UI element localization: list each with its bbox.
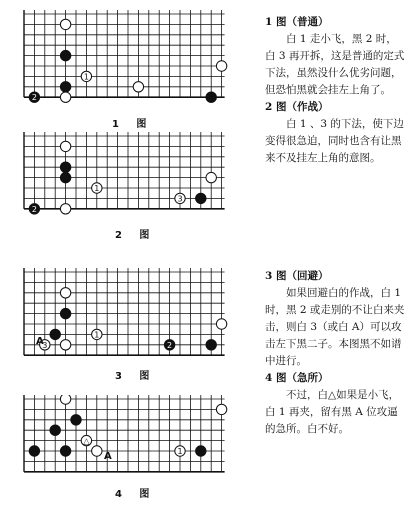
black-stone (29, 446, 39, 456)
board-2-grid (22, 132, 230, 222)
white-stone (216, 404, 226, 414)
white-stone (81, 71, 91, 81)
white-stone (60, 19, 70, 29)
stone-label: 2 (167, 340, 173, 350)
black-stone (164, 340, 174, 350)
black-stone (60, 446, 70, 456)
black-stone (206, 340, 216, 350)
stone-label: 1 (94, 184, 100, 193)
diagram-2-caption: 2 图 (115, 230, 150, 241)
stone-label: 1 (177, 447, 183, 456)
section-1-title: 1 图（普通） (265, 16, 329, 28)
section-3-title: 3 图（回避） (265, 270, 329, 282)
board-1-grid (22, 10, 230, 104)
black-stone (50, 425, 60, 435)
white-stone (60, 92, 70, 102)
black-stone (71, 415, 81, 425)
section-3-body: 如果回避白的作战，白 1 时，黑 2 或走别的不让白来夹击，则白 3（或白 A）可以攻击左下黑二子。本图黑不如谱中进行。 (265, 287, 405, 367)
white-stone (216, 61, 226, 71)
section-4-title: 4 图（急所） (265, 372, 329, 384)
section-2-title: 2 图（作战） (265, 101, 329, 113)
stone-label: 1 (83, 72, 89, 82)
white-stone (92, 183, 102, 193)
white-stone (60, 141, 70, 151)
go-board-4 (22, 395, 230, 480)
black-stone (60, 308, 70, 318)
commentary-upper (265, 14, 405, 167)
white-stone (133, 82, 143, 92)
stone-label: △ (83, 436, 90, 446)
board-4-grid (22, 395, 230, 480)
section-1-body: 白 1 走小飞，黑 2 时，白 3 再开拆，这是普通的定式下法，虽然没什么优劣问题，但恐怕黑就会挂左上角了。 (265, 33, 405, 96)
black-stone (196, 193, 206, 203)
white-stone (206, 172, 216, 182)
stone-label: 3 (42, 340, 48, 350)
black-stone (29, 204, 39, 214)
black-stone (29, 92, 39, 102)
commentary-lower (265, 268, 405, 438)
stone-label: 1 (94, 330, 100, 340)
stone-label: 3 (177, 194, 183, 204)
go-board-1 (22, 10, 230, 104)
board-3-grid (22, 268, 230, 360)
white-stone (60, 395, 70, 404)
section-4-body: 不过，白△如果是小飞，白 1 再夹，留有黑 A 位攻逼的急所。白不好。 (265, 389, 400, 435)
black-stone (60, 82, 70, 92)
diagram-3-caption: 3 图 (115, 371, 150, 382)
black-stone (206, 92, 216, 102)
stone-label: 2 (31, 93, 37, 103)
board-4-label-a: A (104, 451, 112, 462)
board-3-label-a: A (36, 336, 44, 347)
section-2-body: 白 1 、3 的下法，使下边变得很急迫，同时也含有让黑来不及挂左上角的意图。 (265, 118, 404, 164)
black-stone (60, 172, 70, 182)
white-stone (175, 193, 185, 203)
black-stone (50, 329, 60, 339)
white-stone (92, 446, 102, 456)
black-stone (60, 50, 70, 60)
black-stone (196, 446, 206, 456)
go-board-3 (22, 268, 230, 360)
black-stone (60, 162, 70, 172)
white-stone (60, 340, 70, 350)
white-stone (216, 319, 226, 329)
white-stone (60, 288, 70, 298)
white-stone (175, 446, 185, 456)
white-stone (81, 435, 91, 445)
diagram-1-caption: 1 图 (112, 119, 147, 130)
white-stone (92, 329, 102, 339)
stone-label: 2 (31, 204, 37, 214)
diagram-4-caption: 4 图 (115, 489, 150, 500)
go-board-2 (22, 132, 230, 222)
white-stone (60, 204, 70, 214)
